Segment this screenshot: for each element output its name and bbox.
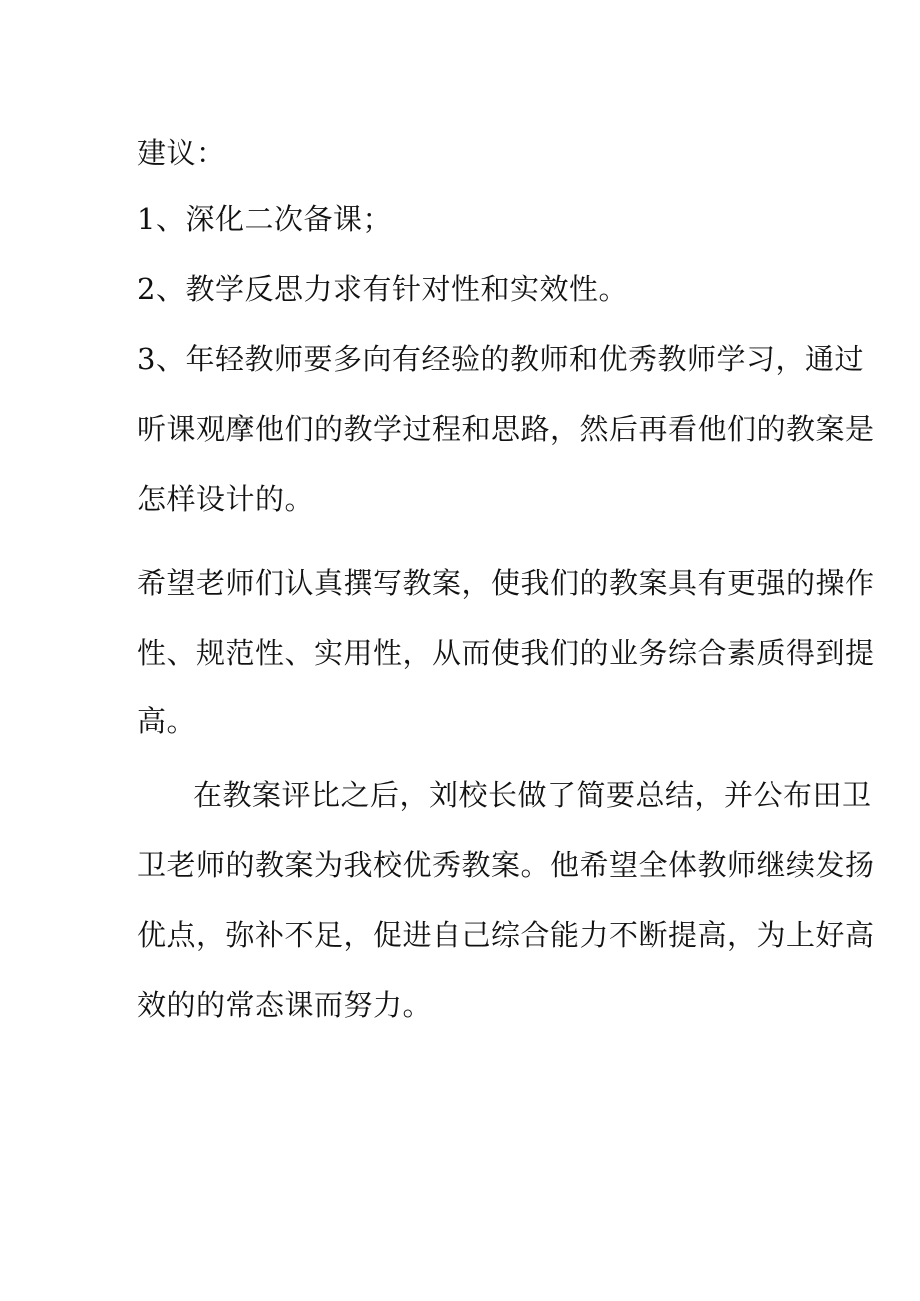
hope-paragraph-line-1: 希望老师们认真撰写教案，使我们的教案具有更强的操作 bbox=[137, 566, 875, 600]
suggestion-item-3-line-3: 怎样设计的。 bbox=[137, 482, 315, 516]
suggestion-item-2: 2、教学反思力求有针对性和实效性。 bbox=[137, 272, 628, 306]
summary-paragraph-line-1: 在教案评比之后，刘校长做了简要总结，并公布田卫 bbox=[193, 778, 872, 812]
hope-paragraph-line-3: 高。 bbox=[137, 704, 197, 738]
hope-paragraph-line-2: 性、规范性、实用性，从而使我们的业务综合素质得到提 bbox=[137, 636, 875, 670]
summary-paragraph-line-2: 卫老师的教案为我校优秀教案。他希望全体教师继续发扬 bbox=[137, 848, 875, 882]
suggestion-item-1: 1、深化二次备课； bbox=[137, 202, 392, 236]
suggestion-item-3-line-2: 听课观摩他们的教学过程和思路，然后再看他们的教案是 bbox=[137, 412, 875, 446]
suggestion-item-3-line-1: 3、年轻教师要多向有经验的教师和优秀教师学习，通过 bbox=[137, 342, 864, 376]
summary-paragraph-line-4: 效的的常态课而努力。 bbox=[137, 988, 433, 1022]
summary-paragraph-line-3: 优点，弥补不足，促进自己综合能力不断提高，为上好高 bbox=[137, 918, 875, 952]
suggestions-heading: 建议： bbox=[137, 136, 226, 170]
